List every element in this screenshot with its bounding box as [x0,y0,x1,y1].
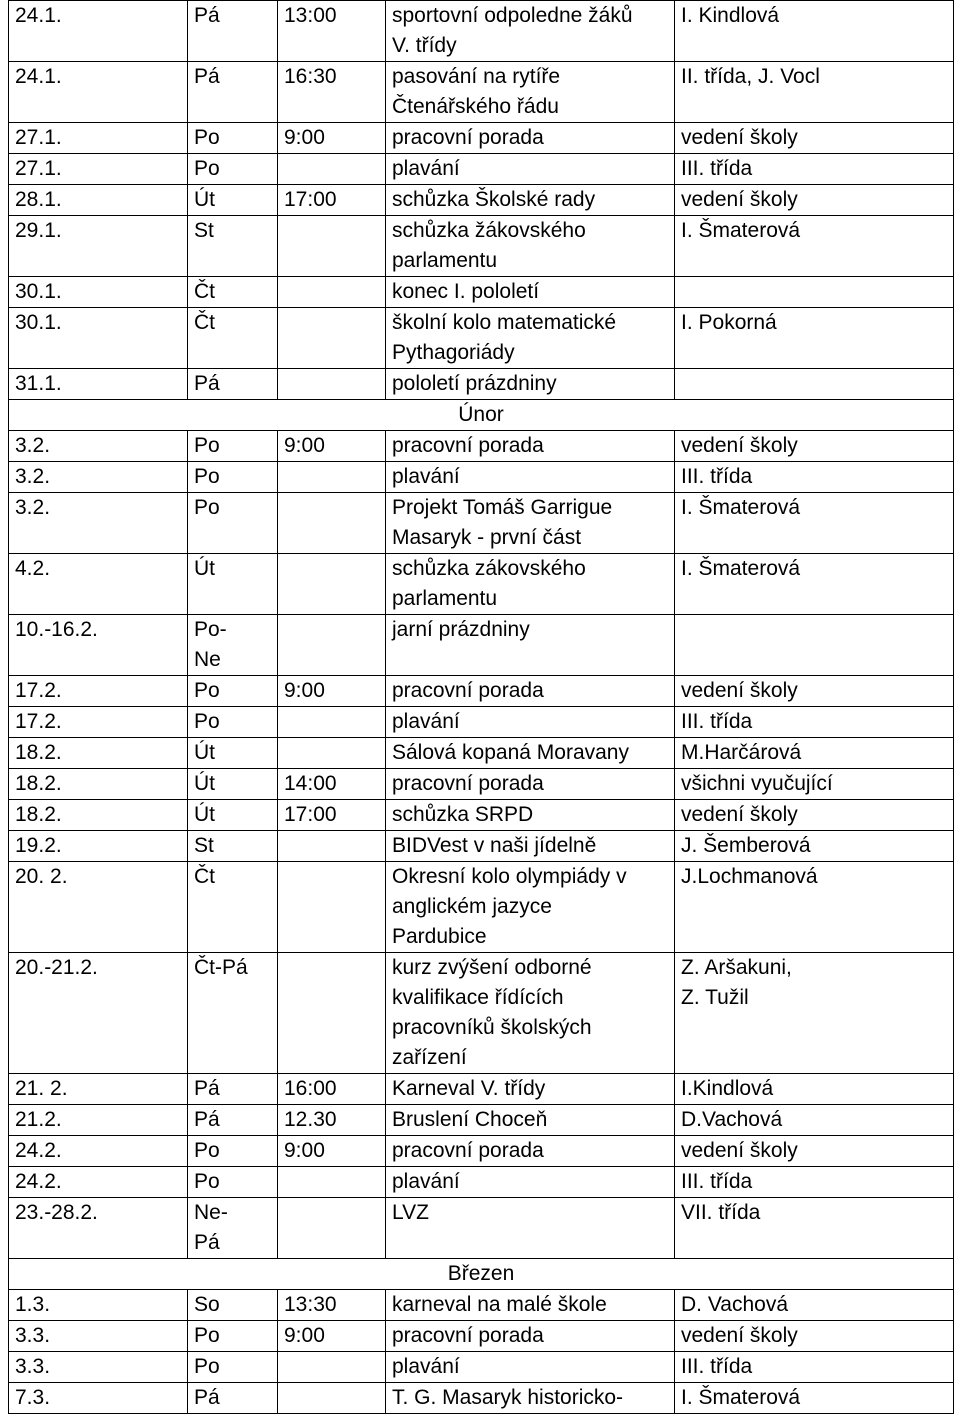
responsible-cell: J.Lochmanová [675,862,954,953]
time-cell [278,1383,386,1414]
responsible-cell [675,277,954,308]
time-cell: 9:00 [278,1136,386,1167]
table-row [9,554,954,615]
day-cell: Čt [188,308,278,369]
responsible-cell: M.Harčárová [675,738,954,769]
event-cell: pracovní porada [386,769,675,800]
table-row [9,216,954,277]
event-cell: LVZ [386,1198,675,1259]
table-row [9,62,954,123]
date-cell: 3.3. [9,1352,188,1383]
date-cell: 3.3. [9,1321,188,1352]
day-cell: Po [188,676,278,707]
event-cell: karneval na malé škole [386,1290,675,1321]
date-cell: 18.2. [9,800,188,831]
table-row [9,1290,954,1321]
event-cell: schůzka žákovského parlamentu [386,216,675,277]
responsible-cell: vedení školy [675,1136,954,1167]
day-cell: Út [188,800,278,831]
month-heading: Únor [9,400,954,431]
event-cell: pracovní porada [386,1136,675,1167]
event-cell: Bruslení Choceň [386,1105,675,1136]
day-cell: Po [188,1136,278,1167]
time-cell: 9:00 [278,123,386,154]
day-cell: Po [188,431,278,462]
time-cell: 14:00 [278,769,386,800]
time-cell: 17:00 [278,185,386,216]
event-cell: plavání [386,707,675,738]
responsible-cell: vedení školy [675,185,954,216]
day-cell: Pá [188,1074,278,1105]
date-cell: 4.2. [9,554,188,615]
table-row [9,277,954,308]
event-cell: pracovní porada [386,676,675,707]
day-cell: Po [188,1352,278,1383]
day-cell: St [188,831,278,862]
day-cell: Po [188,493,278,554]
day-cell: Po- Ne [188,615,278,676]
date-cell: 3.2. [9,462,188,493]
event-cell: pracovní porada [386,123,675,154]
date-cell: 21. 2. [9,1074,188,1105]
event-cell: schůzka SRPD [386,800,675,831]
table-row [9,707,954,738]
table-row [9,493,954,554]
date-cell: 30.1. [9,277,188,308]
table-row [9,123,954,154]
event-cell: plavání [386,1352,675,1383]
day-cell: Pá [188,369,278,400]
table-row [9,369,954,400]
table-row [9,154,954,185]
responsible-cell [675,369,954,400]
time-cell: 12.30 [278,1105,386,1136]
table-row [9,1,954,62]
table-row [9,615,954,676]
time-cell [278,554,386,615]
table-row [9,769,954,800]
time-cell [278,462,386,493]
responsible-cell: vedení školy [675,123,954,154]
table-row [9,431,954,462]
date-cell: 3.2. [9,493,188,554]
time-cell [278,831,386,862]
event-cell: plavání [386,1167,675,1198]
event-cell: plavání [386,462,675,493]
event-cell: školní kolo matematické Pythagoriády [386,308,675,369]
responsible-cell: všichni vyučující [675,769,954,800]
responsible-cell: I.Kindlová [675,1074,954,1105]
day-cell: Ne- Pá [188,1198,278,1259]
event-cell: Okresní kolo olympiády v anglickém jazyce Pardubice [386,862,675,953]
table-row [9,738,954,769]
date-cell: 10.-16.2. [9,615,188,676]
responsible-cell: I. Šmaterová [675,554,954,615]
responsible-cell: III. třída [675,154,954,185]
responsible-cell: III. třída [675,1352,954,1383]
day-cell: Út [188,769,278,800]
day-cell: Po [188,154,278,185]
responsible-cell: J. Šemberová [675,831,954,862]
table-row [9,185,954,216]
event-cell: BIDVest v naši jídelně [386,831,675,862]
date-cell: 17.2. [9,676,188,707]
table-row [9,676,954,707]
event-cell: pracovní porada [386,1321,675,1352]
day-cell: Pá [188,1,278,62]
table-row [9,953,954,1074]
event-cell: kurz zvýšení odborné kvalifikace řídících pracovníků školských zařízení [386,953,675,1074]
schedule-body [9,1,954,1414]
table-row [9,1198,954,1259]
date-cell: 17.2. [9,707,188,738]
time-cell [278,1167,386,1198]
event-cell: jarní prázdniny [386,615,675,676]
day-cell: Út [188,185,278,216]
day-cell: Po [188,462,278,493]
responsible-cell: D.Vachová [675,1105,954,1136]
table-row [9,1074,954,1105]
day-cell: Po [188,1321,278,1352]
responsible-cell: I. Šmaterová [675,493,954,554]
event-cell: sportovní odpoledne žáků V. třídy [386,1,675,62]
table-row [9,800,954,831]
responsible-cell: III. třída [675,462,954,493]
day-cell: Pá [188,1105,278,1136]
event-cell: plavání [386,154,675,185]
day-cell: Čt [188,277,278,308]
time-cell [278,1198,386,1259]
date-cell: 1.3. [9,1290,188,1321]
date-cell: 19.2. [9,831,188,862]
time-cell [278,493,386,554]
day-cell: Út [188,554,278,615]
event-cell: Sálová kopaná Moravany [386,738,675,769]
table-row [9,1383,954,1414]
time-cell [278,154,386,185]
responsible-cell: D. Vachová [675,1290,954,1321]
responsible-cell: VII. třída [675,1198,954,1259]
day-cell: Pá [188,1383,278,1414]
table-row [9,308,954,369]
responsible-cell: III. třída [675,1167,954,1198]
event-cell: pracovní porada [386,431,675,462]
date-cell: 7.3. [9,1383,188,1414]
time-cell: 9:00 [278,676,386,707]
date-cell: 31.1. [9,369,188,400]
responsible-cell [675,615,954,676]
responsible-cell: I. Pokorná [675,308,954,369]
date-cell: 24.1. [9,1,188,62]
time-cell [278,1352,386,1383]
event-cell: schůzka Školské rady [386,185,675,216]
time-cell: 9:00 [278,431,386,462]
day-cell: St [188,216,278,277]
event-cell: pololetí prázdniny [386,369,675,400]
table-row [9,1167,954,1198]
day-cell: Po [188,123,278,154]
responsible-cell: Z. Aršakuni, Z. Tužil [675,953,954,1074]
date-cell: 24.2. [9,1167,188,1198]
responsible-cell: I. Kindlová [675,1,954,62]
time-cell: 17:00 [278,800,386,831]
month-heading: Březen [9,1259,954,1290]
time-cell [278,615,386,676]
date-cell: 29.1. [9,216,188,277]
table-row [9,831,954,862]
event-cell: schůzka zákovského parlamentu [386,554,675,615]
responsible-cell: vedení školy [675,431,954,462]
day-cell: So [188,1290,278,1321]
table-row [9,1105,954,1136]
table-row [9,1321,954,1352]
date-cell: 28.1. [9,185,188,216]
table-row [9,1136,954,1167]
event-cell: pasování na rytíře Čtenářského řádu [386,62,675,123]
day-cell: Po [188,1167,278,1198]
date-cell: 30.1. [9,308,188,369]
day-cell: Po [188,707,278,738]
event-cell: konec I. pololetí [386,277,675,308]
time-cell [278,308,386,369]
date-cell: 20.-21.2. [9,953,188,1074]
responsible-cell: vedení školy [675,800,954,831]
date-cell: 18.2. [9,738,188,769]
month-header-row [9,1259,954,1290]
responsible-cell: III. třída [675,707,954,738]
event-cell: Karneval V. třídy [386,1074,675,1105]
day-cell: Pá [188,62,278,123]
date-cell: 23.-28.2. [9,1198,188,1259]
day-cell: Út [188,738,278,769]
date-cell: 27.1. [9,123,188,154]
responsible-cell: I. Šmaterová [675,1383,954,1414]
time-cell [278,862,386,953]
responsible-cell: vedení školy [675,676,954,707]
date-cell: 18.2. [9,769,188,800]
responsible-cell: vedení školy [675,1321,954,1352]
date-cell: 24.1. [9,62,188,123]
date-cell: 27.1. [9,154,188,185]
schedule-table [8,0,954,1414]
schedule-document [8,0,954,1414]
time-cell: 16:00 [278,1074,386,1105]
table-row [9,862,954,953]
day-cell: Čt [188,862,278,953]
date-cell: 3.2. [9,431,188,462]
time-cell [278,216,386,277]
time-cell [278,277,386,308]
time-cell: 13:30 [278,1290,386,1321]
day-cell: Čt-Pá [188,953,278,1074]
time-cell: 9:00 [278,1321,386,1352]
table-row [9,1352,954,1383]
date-cell: 20. 2. [9,862,188,953]
table-row [9,462,954,493]
time-cell [278,369,386,400]
time-cell: 16:30 [278,62,386,123]
time-cell [278,707,386,738]
month-header-row [9,400,954,431]
responsible-cell: II. třída, J. Vocl [675,62,954,123]
event-cell: T. G. Masaryk historicko- [386,1383,675,1414]
responsible-cell: I. Šmaterová [675,216,954,277]
date-cell: 21.2. [9,1105,188,1136]
event-cell: Projekt Tomáš Garrigue Masaryk - první část [386,493,675,554]
time-cell [278,953,386,1074]
date-cell: 24.2. [9,1136,188,1167]
time-cell [278,738,386,769]
time-cell: 13:00 [278,1,386,62]
